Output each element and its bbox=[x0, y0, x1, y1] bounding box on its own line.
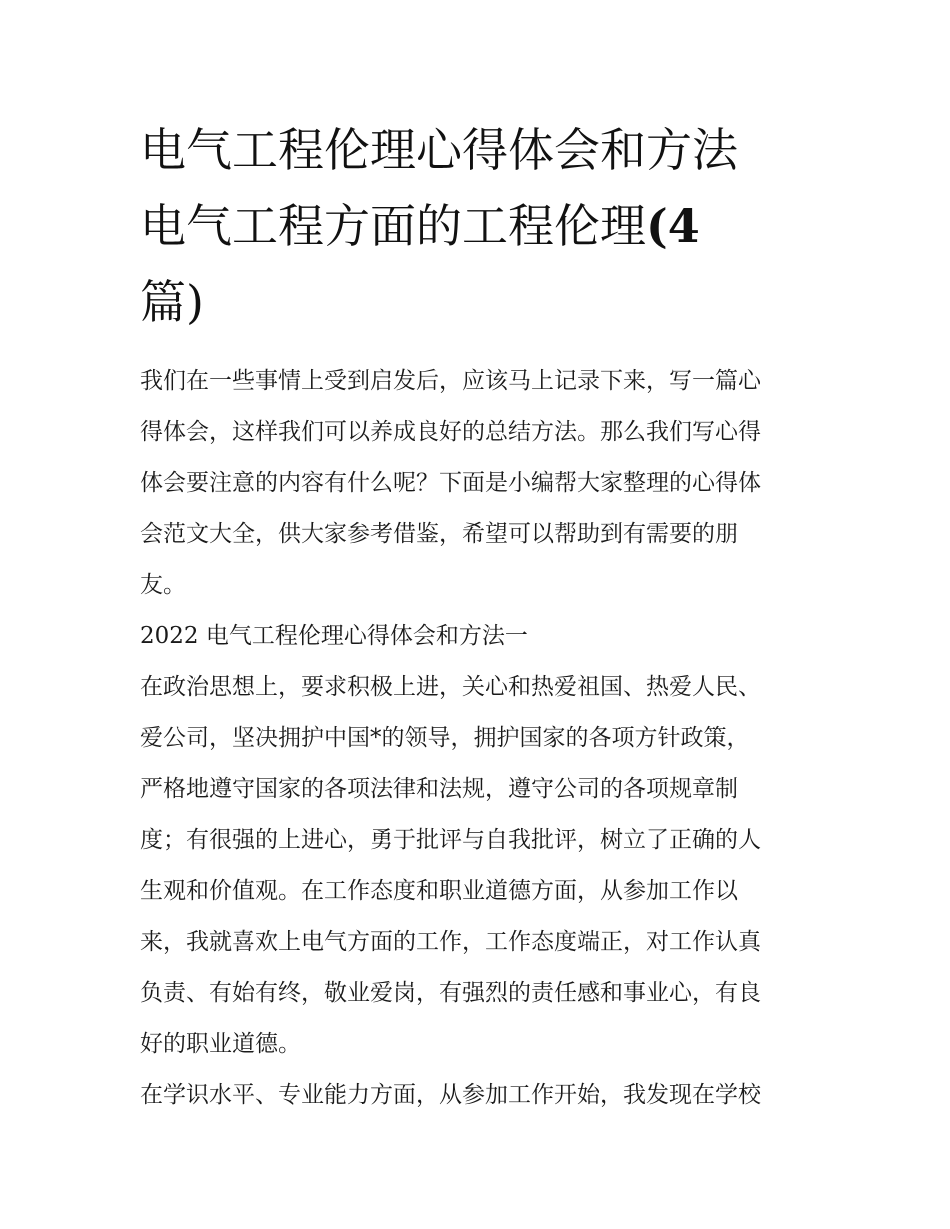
paragraph-line: 在政治思想上，要求积极上进，关心和热爱祖国、热爱人民、 bbox=[140, 674, 761, 700]
document-title bbox=[140, 112, 820, 340]
intro-line: 我们在一些事情上受到启发后，应该马上记录下来，写一篇心 bbox=[140, 368, 761, 394]
paragraph-political bbox=[140, 662, 830, 1070]
document-body bbox=[140, 356, 830, 1121]
intro-line: 得体会，这样我们可以养成良好的总结方法。那么我们写心得 bbox=[140, 419, 761, 445]
paragraph-line: 来，我就喜欢上电气方面的工作，工作态度端正，对工作认真 bbox=[140, 929, 761, 955]
title-line-1: 电气工程伦理心得体会和方法 bbox=[140, 123, 738, 177]
section-heading: 2022 电气工程伦理心得体会和方法一 bbox=[140, 623, 528, 649]
title-line-2 bbox=[140, 188, 820, 264]
paragraph-line: 爱公司，坚决拥护中国*的领导，拥护国家的各项方针政策， bbox=[140, 725, 750, 751]
title-line-2-text: 电气工程方面的工程伦理 bbox=[140, 199, 646, 253]
paragraph-line: 在学识水平、专业能力方面，从参加工作开始，我发现在学校 bbox=[140, 1082, 761, 1108]
paragraph-line: 好的职业道德。 bbox=[140, 1031, 301, 1057]
paragraph-knowledge bbox=[140, 1070, 830, 1121]
paragraph-line: 度；有很强的上进心，勇于批评与自我批评，树立了正确的人 bbox=[140, 827, 761, 853]
paragraph-line: 生观和价值观。在工作态度和职业道德方面，从参加工作以 bbox=[140, 878, 738, 904]
title-line-3: 篇) bbox=[140, 275, 204, 329]
paragraph-line: 负责、有始有终，敬业爱岗，有强烈的责任感和事业心，有良 bbox=[140, 980, 761, 1006]
title-line-2-count: (4 bbox=[646, 199, 700, 253]
intro-line: 会范文大全，供大家参考借鉴，希望可以帮助到有需要的朋 bbox=[140, 521, 738, 547]
paragraph-line: 严格地遵守国家的各项法律和法规，遵守公司的各项规章制 bbox=[140, 776, 738, 802]
intro-paragraph bbox=[140, 356, 830, 611]
intro-line: 体会要注意的内容有什么呢？下面是小编帮大家整理的心得体 bbox=[140, 470, 761, 496]
intro-line: 友。 bbox=[140, 572, 186, 598]
